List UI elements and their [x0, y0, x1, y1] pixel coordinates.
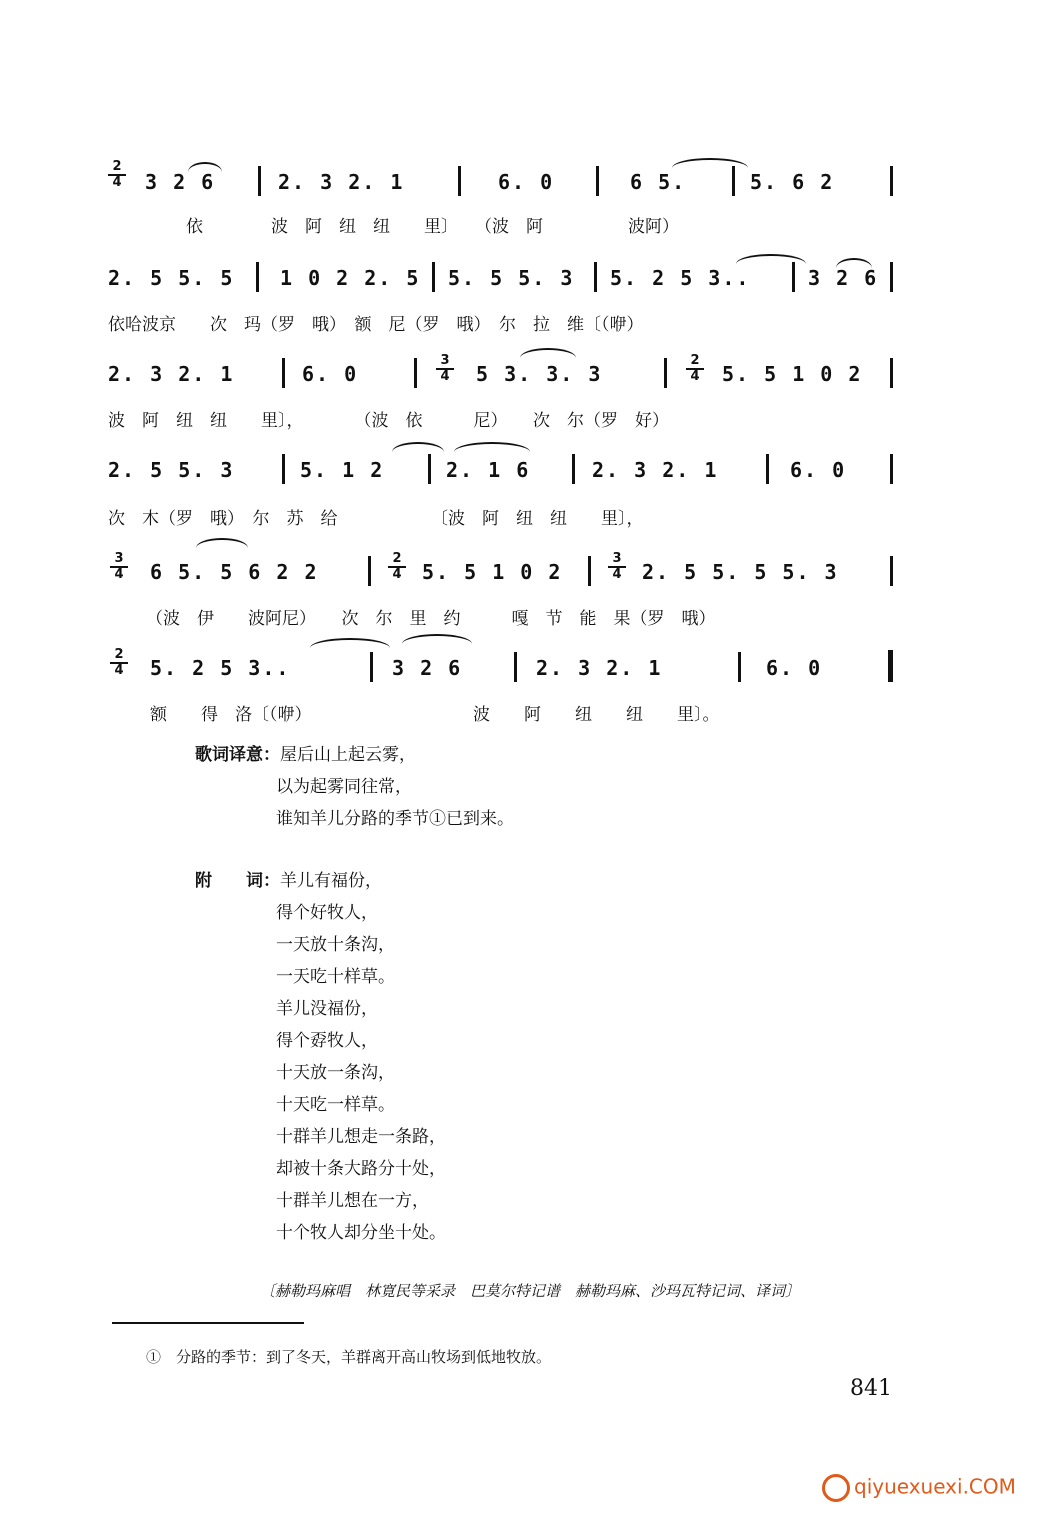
appendix-line: 羊儿有福份，	[280, 871, 382, 891]
footnote-divider	[112, 1322, 304, 1324]
time-signature: 3 4	[436, 354, 454, 384]
measure: 5. 6 2	[750, 170, 835, 194]
appendix-line: 羊儿没福份，	[276, 999, 378, 1019]
notes-row	[0, 552, 1054, 612]
measure: 5. 2 5 3..	[150, 656, 291, 680]
lyrics-line: 依哈波京 次 玛（罗 哦） 额 尼（罗 哦） 尔 拉 维〔（咿）	[108, 315, 644, 335]
measure: 5. 5 5. 3	[448, 266, 575, 290]
measure: 6. 0	[790, 458, 847, 482]
translation-block	[195, 740, 416, 765]
time-signature: 3 4	[110, 552, 128, 582]
translation-label: 歌词译意：	[195, 745, 280, 765]
measure: 1 0 2 2. 5	[280, 266, 421, 290]
measure: 2. 3 2. 1	[592, 458, 719, 482]
measure: 6 5.	[630, 170, 687, 194]
measure: 2. 3 2. 1	[536, 656, 663, 680]
notes-row	[0, 160, 1054, 220]
measure: 6. 0	[766, 656, 823, 680]
appendix-line: 得个好牧人，	[276, 903, 378, 923]
measure: 3 2 6	[808, 266, 879, 290]
watermark-text: qiyuexuexi.COM	[854, 1474, 1016, 1499]
lyrics-line: （波 伊 波阿尼） 次 尔 里 约 嘎 节 能 果（罗 哦）	[146, 609, 716, 629]
lyrics-line: 次 木（罗 哦） 尔 苏 给 〔波 阿 纽 纽 里〕，	[108, 509, 644, 529]
score-system-4	[0, 452, 1054, 552]
score-system-2	[0, 258, 1054, 358]
time-signature: 2 4	[108, 160, 126, 190]
watermark	[822, 1474, 1042, 1504]
measure: 2. 5 5. 5	[108, 266, 235, 290]
translation-line: 屋后山上起云雾，	[280, 745, 416, 765]
appendix-line: 十天吃一样草。	[276, 1095, 395, 1115]
measure: 5. 2 5 3..	[610, 266, 751, 290]
score-system-6	[0, 648, 1054, 748]
measure: 5. 1 2	[300, 458, 385, 482]
measure: 2. 3 2. 1	[278, 170, 405, 194]
credits: 〔赫勒玛麻唱 林寛民等采录 巴莫尔特记谱 赫勒玛麻、沙玛瓦特记词、译词〕	[260, 1282, 801, 1300]
measure: 2. 3 2. 1	[108, 362, 235, 386]
time-signature: 3 4	[608, 552, 626, 582]
appendix-line: 一天放十条沟，	[276, 935, 395, 955]
appendix-line: 十群羊儿想走一条路，	[276, 1127, 446, 1147]
measure: 5. 5 1 0 2	[722, 362, 863, 386]
appendix-block	[195, 866, 382, 891]
measure: 2. 5 5. 3	[108, 458, 235, 482]
notes-row	[0, 354, 1054, 414]
notes-row	[0, 452, 1054, 512]
measure: 6. 0	[498, 170, 555, 194]
appendix-line: 十个牧人却分坐十处。	[276, 1223, 446, 1243]
score-system-3	[0, 354, 1054, 454]
appendix-line: 得个孬牧人，	[276, 1031, 378, 1051]
measure: 2. 5 5. 5 5. 3	[642, 560, 839, 584]
time-signature: 2 4	[110, 648, 128, 678]
measure: 6. 0	[302, 362, 359, 386]
translation-line: 谁知羊儿分路的季节①已到来。	[276, 809, 514, 829]
appendix-line: 一天吃十样草。	[276, 967, 395, 987]
score-system-1	[0, 160, 1054, 260]
measure: 3 2 6	[145, 170, 216, 194]
lyrics-line: 波 阿 纽 纽 里〕， （波 依 尼） 次 尔（罗 好）	[108, 411, 669, 431]
lyrics-line: 额 得 洛〔（咿） 波 阿 纽 纽 里〕。	[150, 705, 720, 725]
measure: 5. 5 1 0 2	[422, 560, 563, 584]
footnote: ① 分路的季节：到了冬天，羊群离开高山牧场到低地牧放。	[146, 1348, 552, 1366]
measure: 6 5. 5 6 2 2	[150, 560, 319, 584]
appendix-line: 十群羊儿想在一方，	[276, 1191, 429, 1211]
time-signature: 2 4	[388, 552, 406, 582]
page-number: 841	[850, 1376, 892, 1401]
translation-line: 以为起雾同往常，	[276, 777, 412, 797]
appendix-label: 附 词：	[195, 871, 280, 891]
appendix-line: 却被十条大路分十处，	[276, 1159, 446, 1179]
measure: 2. 1 6	[446, 458, 531, 482]
appendix-line: 十天放一条沟，	[276, 1063, 395, 1083]
score-system-5	[0, 552, 1054, 652]
measure: 3 2 6	[392, 656, 463, 680]
music-note-icon	[822, 1474, 850, 1502]
notes-row	[0, 258, 1054, 318]
lyrics-line: 依 波 阿 纽 纽 里〕 （波 阿 波阿）	[186, 217, 679, 237]
measure: 5 3. 3. 3	[476, 362, 603, 386]
notes-row	[0, 648, 1054, 708]
time-signature: 2 4	[686, 354, 704, 384]
